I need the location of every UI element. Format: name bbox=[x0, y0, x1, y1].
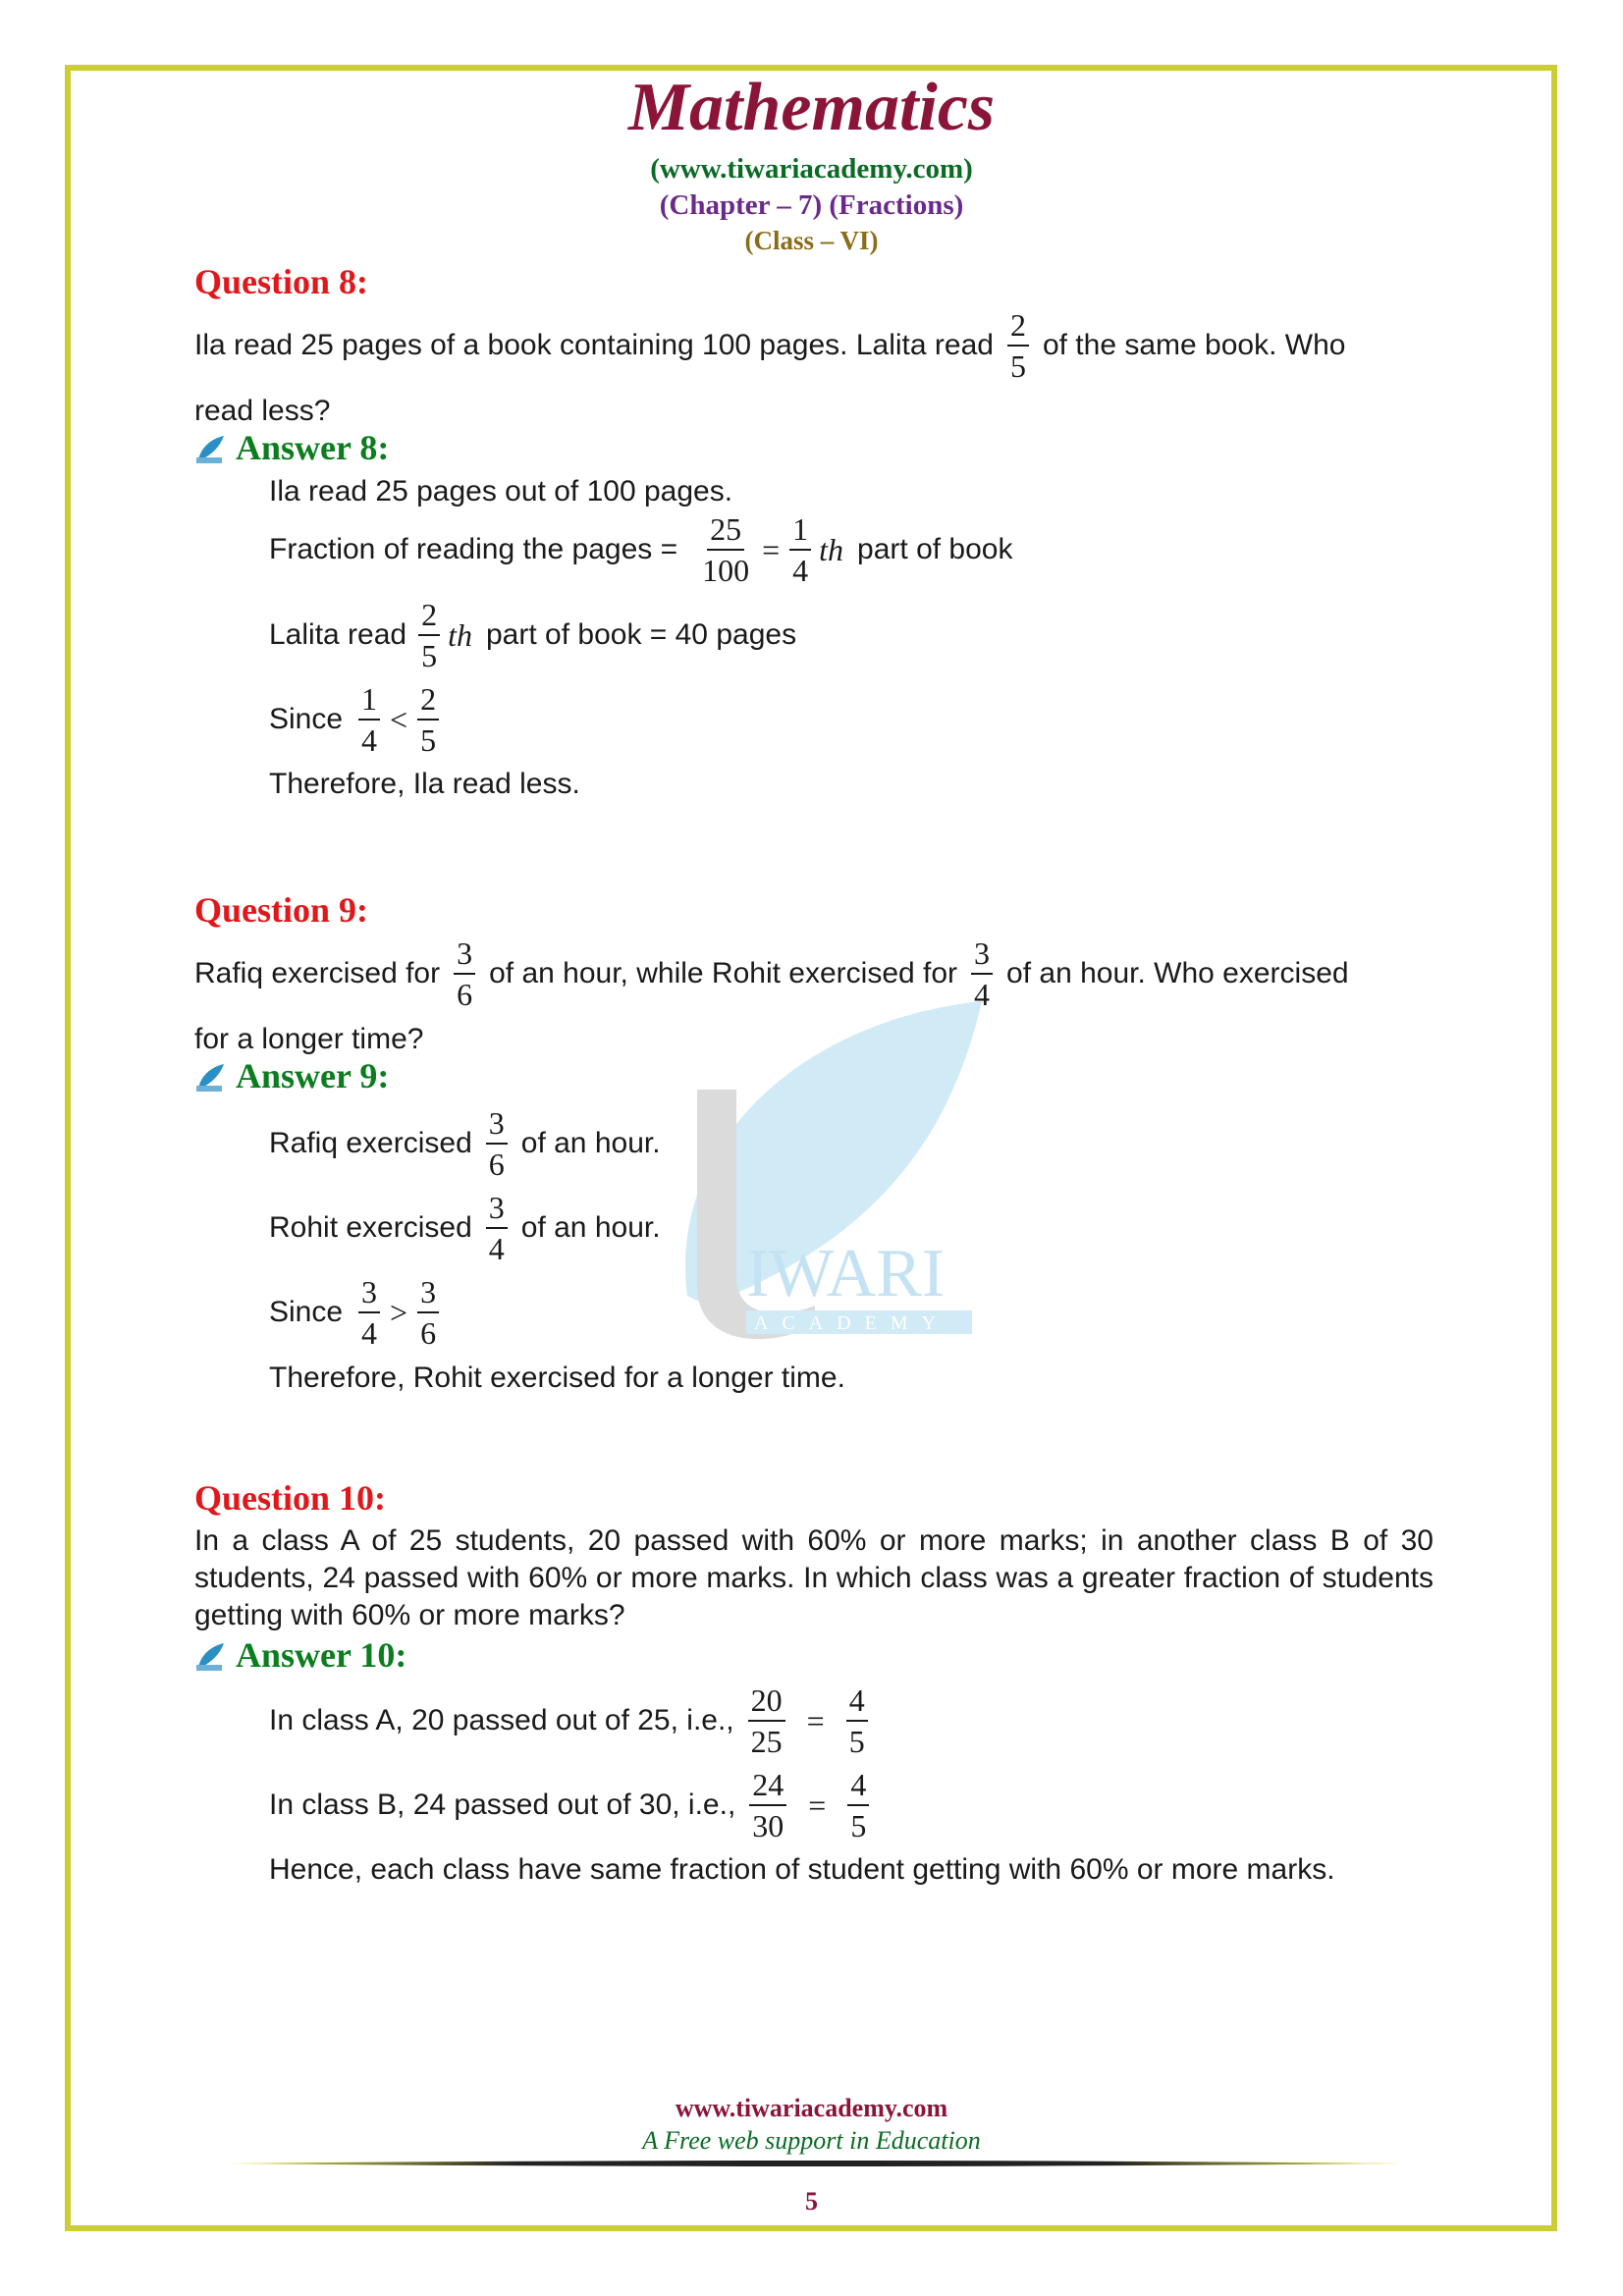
frac-den: 5 bbox=[420, 722, 437, 758]
answer-10-title bbox=[194, 1634, 406, 1676]
frac-den: 4 bbox=[488, 1231, 505, 1266]
frac-num: 3 bbox=[486, 1192, 508, 1229]
frac-den: 30 bbox=[752, 1808, 784, 1843]
a8-line-5: Therefore, Ila read less. bbox=[269, 768, 580, 800]
frac-den: 4 bbox=[792, 553, 809, 588]
frac-num: 2 bbox=[418, 599, 440, 636]
q9-text-a: Rafiq exercised for bbox=[194, 957, 441, 989]
a10-line-1-label: In class A, 20 passed out of 25, i.e., bbox=[269, 1704, 734, 1736]
a10-line-1 bbox=[269, 1684, 876, 1757]
question-8-title: Question 8: bbox=[194, 262, 369, 301]
tiwari-academy-watermark bbox=[628, 982, 1041, 1394]
frac-den: 4 bbox=[361, 1315, 378, 1351]
frac-num: 4 bbox=[847, 1769, 869, 1806]
q9-frac-3-4 bbox=[971, 937, 993, 1010]
answer-9-label: Answer 9: bbox=[236, 1056, 390, 1095]
frac-num: 3 bbox=[971, 937, 993, 975]
page-title: Mathematics bbox=[627, 70, 996, 145]
frac-num: 24 bbox=[749, 1769, 786, 1806]
a10-frac-4-5 bbox=[846, 1684, 868, 1757]
header-website: (www.tiwariacademy.com) bbox=[650, 153, 973, 185]
footer-divider bbox=[226, 2160, 1404, 2167]
frac-den: 6 bbox=[457, 977, 473, 1012]
less-than-sign: < bbox=[390, 701, 408, 737]
frac-num: 3 bbox=[358, 1276, 380, 1313]
a9-frac-3-6 bbox=[486, 1107, 508, 1180]
frac-num: 3 bbox=[454, 937, 475, 975]
frac-num: 25 bbox=[707, 513, 744, 551]
frac-den: 5 bbox=[850, 1808, 867, 1843]
a9-line-2-label: Rohit exercised bbox=[269, 1211, 472, 1244]
a8-line-2-tail: part of book bbox=[857, 533, 1013, 565]
frac-den: 6 bbox=[420, 1315, 437, 1351]
answer-9-title bbox=[194, 1055, 389, 1096]
a9-frac-3-4 bbox=[358, 1276, 380, 1349]
equals-sign: = bbox=[762, 531, 781, 567]
a9-line-3-label: Since bbox=[269, 1296, 344, 1328]
footer-website-link[interactable]: www.tiwariacademy.com bbox=[675, 2094, 948, 2122]
a10-frac-24-30 bbox=[749, 1769, 786, 1842]
q9-text-c: of an hour. Who exercised bbox=[1006, 957, 1349, 989]
question-9-title: Question 9: bbox=[194, 890, 369, 930]
equals-sign: = bbox=[806, 1702, 825, 1738]
a8-frac-25-100 bbox=[699, 513, 752, 586]
question-8-text bbox=[194, 309, 1345, 382]
q8-fraction bbox=[1007, 309, 1029, 382]
frac-num: 4 bbox=[846, 1684, 868, 1722]
a8-frac-2-5 bbox=[418, 599, 440, 671]
a8-line-1: Ila read 25 pages out of 100 pages. bbox=[269, 475, 733, 507]
a8-line-4-label: Since bbox=[269, 703, 344, 735]
quill-icon bbox=[194, 432, 226, 463]
quill-icon bbox=[194, 1060, 226, 1092]
a9-line-2 bbox=[269, 1192, 661, 1264]
q9-text-d: for a longer time? bbox=[194, 1023, 424, 1055]
question-10-title: Question 10: bbox=[194, 1478, 387, 1518]
frac-den: 100 bbox=[702, 553, 750, 588]
footer-tagline: A Free web support in Education bbox=[642, 2126, 981, 2155]
frac-num: 1 bbox=[358, 683, 380, 721]
th-suffix: th bbox=[448, 616, 472, 653]
a8-line-3-tail: part of book = 40 pages bbox=[486, 618, 797, 651]
a10-line-2-label: In class B, 24 passed out of 30, i.e., bbox=[269, 1789, 736, 1821]
page-number: 5 bbox=[805, 2187, 818, 2216]
a8-line-4 bbox=[269, 683, 447, 756]
a8-frac-1-4 bbox=[789, 513, 811, 586]
answer-8-title bbox=[194, 427, 389, 468]
frac-num: 3 bbox=[486, 1107, 508, 1145]
frac-den: 5 bbox=[1009, 348, 1026, 384]
a8-line-2-label: Fraction of reading the pages = bbox=[269, 533, 678, 565]
a8-line-3 bbox=[269, 599, 796, 671]
a9-frac-3-6 bbox=[417, 1276, 439, 1349]
a9-frac-3-4 bbox=[486, 1192, 508, 1264]
q8-text-b: of the same book. Who bbox=[1042, 329, 1346, 361]
header-chapter: (Chapter – 7) (Fractions) bbox=[659, 189, 964, 221]
a8-frac-2-5 bbox=[417, 683, 439, 756]
frac-den: 4 bbox=[974, 977, 991, 1012]
a9-line-4: Therefore, Rohit exercised for a longer time. bbox=[269, 1362, 845, 1394]
a9-line-2-tail: of an hour. bbox=[520, 1211, 661, 1244]
a8-frac-1-4 bbox=[358, 683, 380, 756]
watermark-sub: ACADEMY bbox=[754, 1312, 950, 1334]
q9-text-b: of an hour, while Rohit exercised for bbox=[489, 957, 958, 989]
a9-line-1-tail: of an hour. bbox=[520, 1127, 661, 1159]
q8-text-a: Ila read 25 pages of a book containing 100 pages. Lalita read bbox=[194, 329, 994, 361]
frac-num: 2 bbox=[417, 683, 439, 721]
frac-den: 5 bbox=[421, 638, 438, 673]
frac-den: 5 bbox=[848, 1724, 865, 1759]
equals-sign: = bbox=[808, 1787, 827, 1823]
a10-line-3: Hence, each class have same fraction of student getting with 60% or more marks. bbox=[269, 1853, 1335, 1886]
frac-num: 1 bbox=[789, 513, 811, 551]
question-9-text bbox=[194, 937, 1349, 1010]
answer-10-label: Answer 10: bbox=[236, 1635, 407, 1675]
frac-num: 3 bbox=[417, 1276, 439, 1313]
frac-den: 25 bbox=[750, 1724, 783, 1759]
watermark-brand: IWARI bbox=[746, 1236, 946, 1311]
a9-line-3 bbox=[269, 1276, 447, 1349]
a8-line-2 bbox=[269, 513, 1012, 586]
a9-line-1-label: Rafiq exercised bbox=[269, 1127, 472, 1159]
frac-den: 6 bbox=[488, 1147, 505, 1182]
a10-line-2 bbox=[269, 1769, 877, 1842]
frac-num: 20 bbox=[748, 1684, 785, 1722]
a10-frac-20-25 bbox=[748, 1684, 785, 1757]
question-10-text: In a class A of 25 students, 20 passed with 60% or more marks; in another class B of 30 students, 24 passed with 60% or more marks. In which class was a greater fraction of students getting with 60% or more marks? bbox=[194, 1524, 1434, 1631]
quill-icon bbox=[194, 1639, 226, 1671]
q9-frac-3-6 bbox=[454, 937, 475, 1010]
header-class: (Class – VI) bbox=[744, 226, 879, 255]
frac-den: 4 bbox=[361, 722, 378, 758]
a9-line-1 bbox=[269, 1107, 661, 1180]
q8-text-c: read less? bbox=[194, 395, 331, 427]
greater-than-sign: > bbox=[390, 1294, 408, 1330]
a8-line-3-label: Lalita read bbox=[269, 618, 407, 651]
answer-8-label: Answer 8: bbox=[236, 428, 390, 467]
th-suffix: th bbox=[819, 531, 844, 567]
a10-frac-4-5 bbox=[847, 1769, 869, 1842]
frac-num: 2 bbox=[1007, 309, 1029, 347]
